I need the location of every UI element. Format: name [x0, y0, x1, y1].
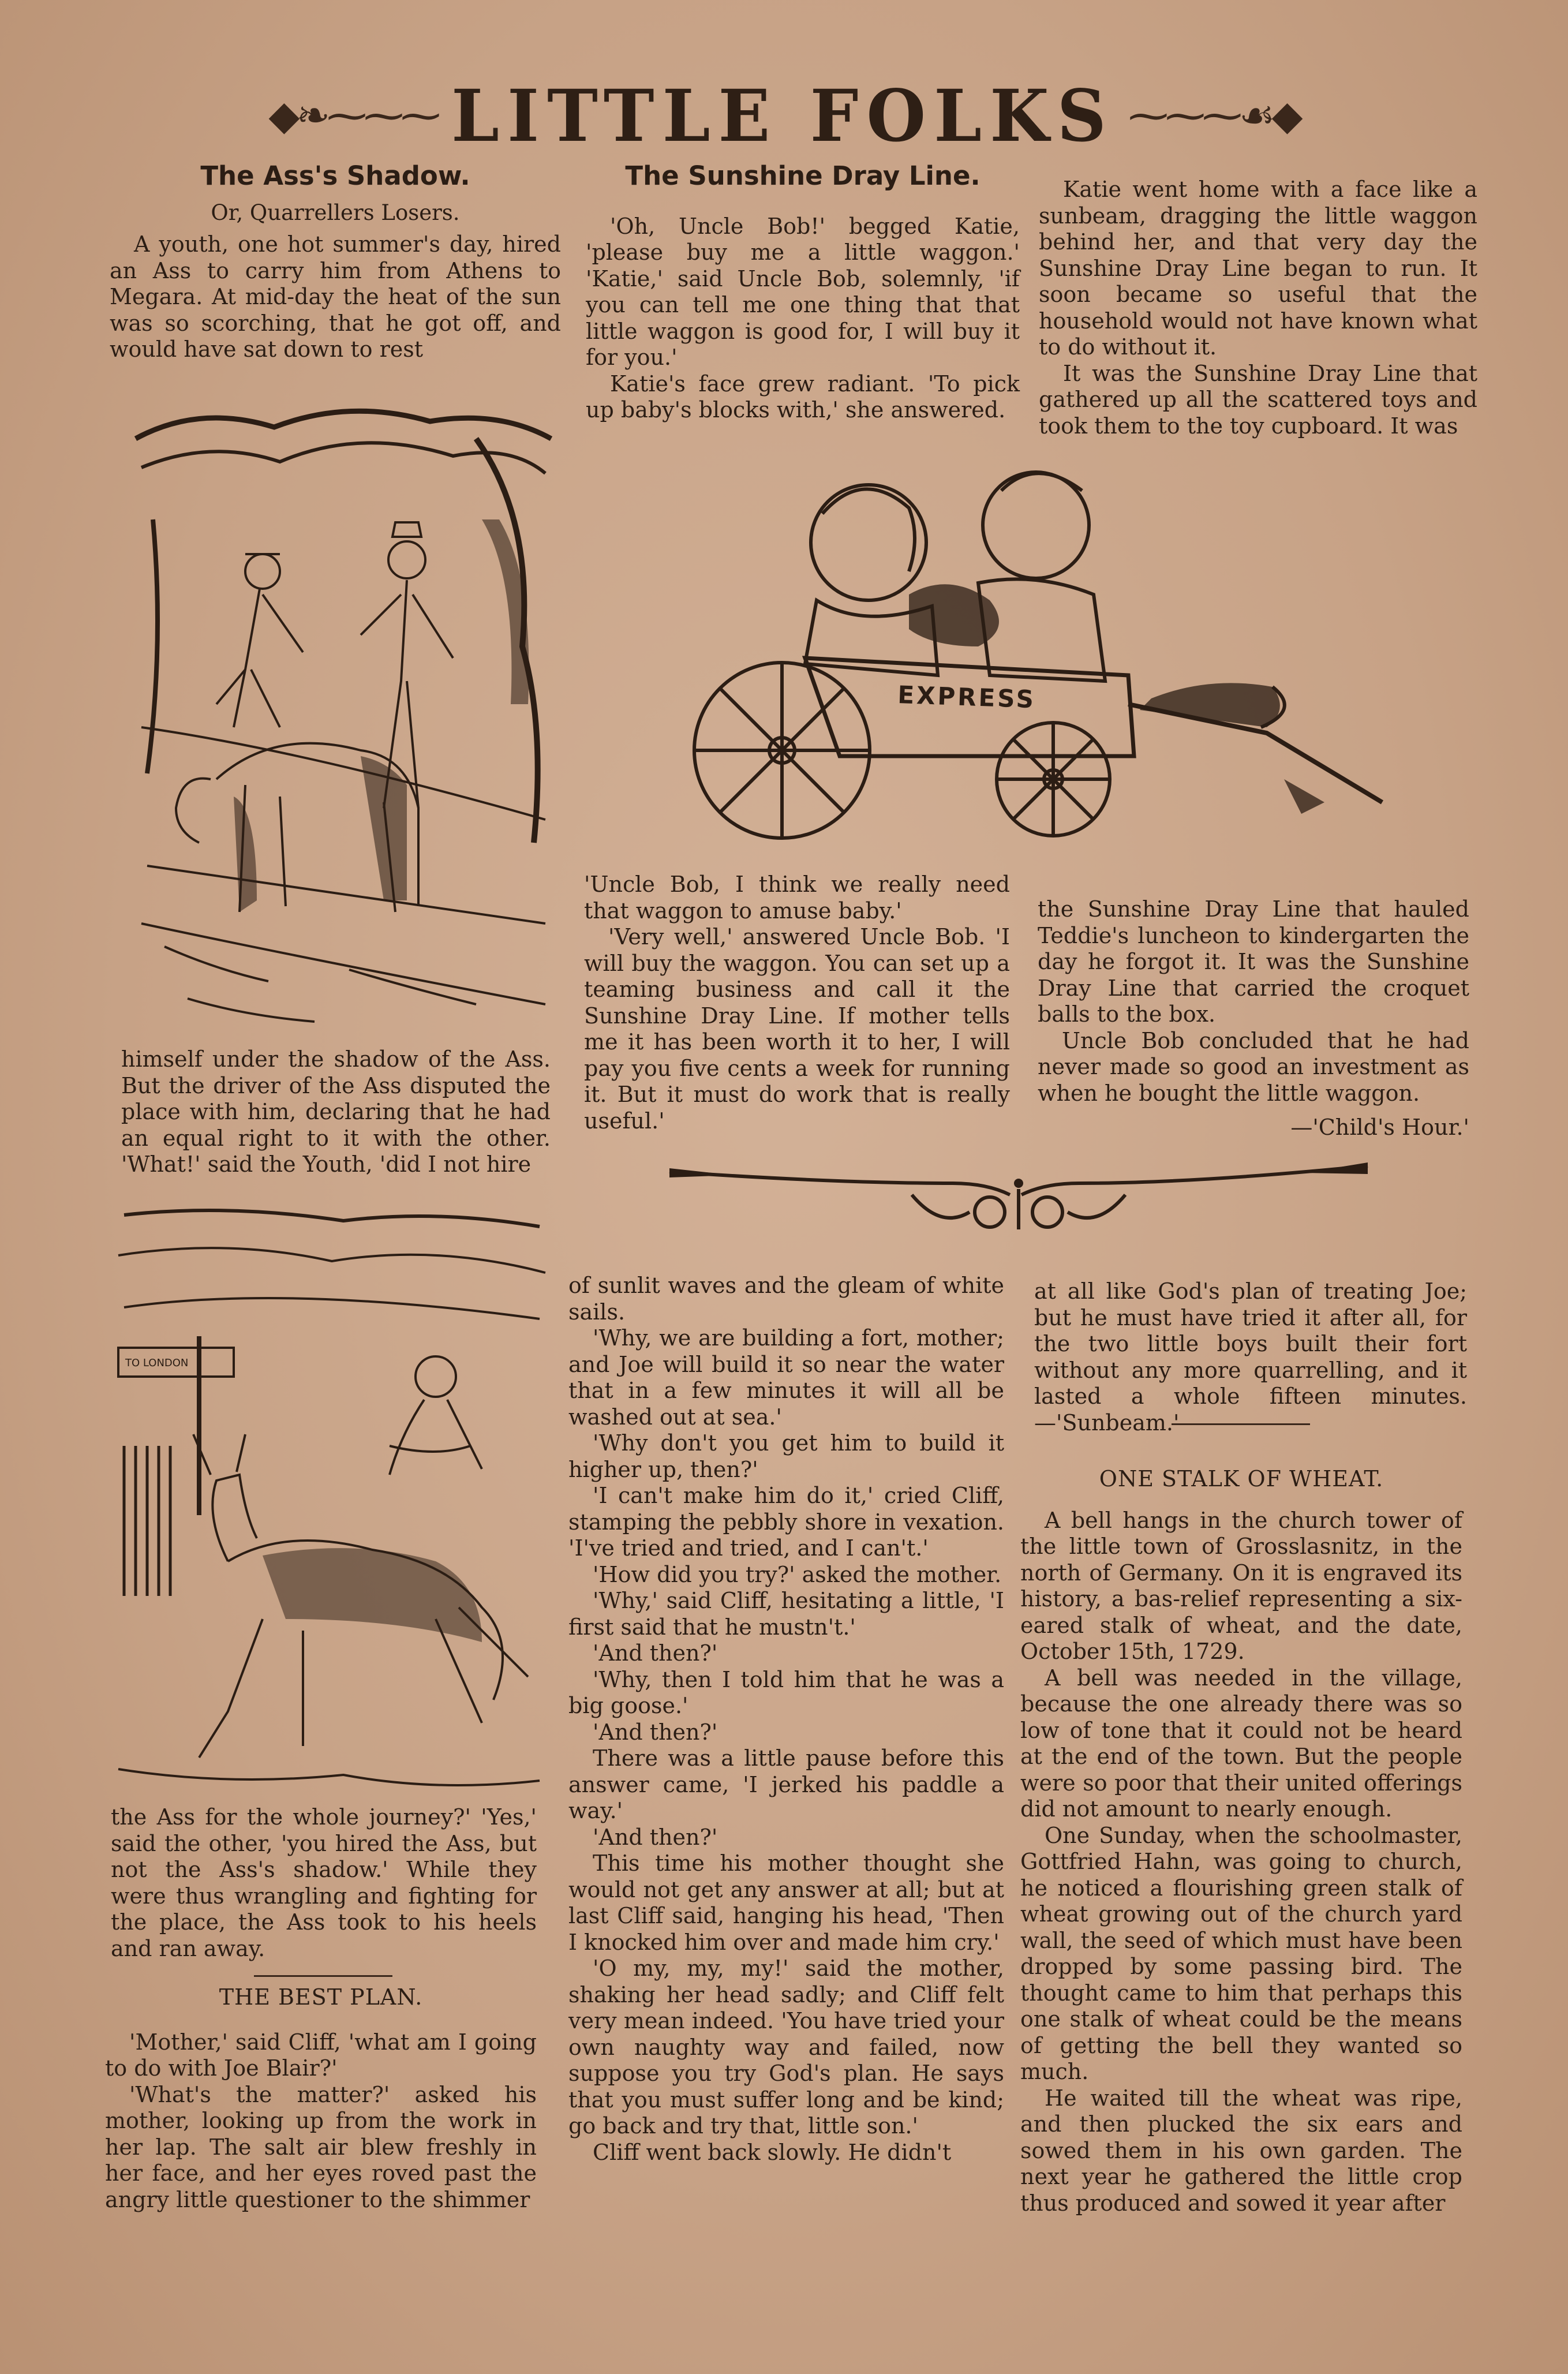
- best-plan-col2: [568, 1273, 1004, 2166]
- ass-shadow-para-1: A youth, one hot summer's day, hired an Ass to carry him from Athens to Megara. At mid-day the heat of the sun was so scorching, that he got off, and would have sat down to rest: [110, 231, 561, 362]
- best-plan-para-7: 'How did you try?' asked the mother.: [593, 1561, 1002, 1587]
- ass-shadow-top: [110, 160, 561, 363]
- wheat-para-3: One Sunday, when the schoolmaster, Gottfried Hahn, was going to church, he noticed a flourishing green stalk of wheat growing out of the church yard wall, the seed of which must have been dropped by some passing bird. The thought came to him that perhaps this one stalk of wheat could be the means of getting the bell they wanted so much.: [1020, 1822, 1462, 2084]
- wheat-para-1: A bell hangs in the church tower of the little town of Grosslasnitz, in the north of Germany. On it is engraved its history, a bas-relief representing a six-eared stalk of wheat, and the date, October 15th, 1729.: [1020, 1507, 1462, 1664]
- section-rule-col1: [254, 1975, 392, 1977]
- section-rule-col3: [1172, 1423, 1310, 1425]
- signpost-label: TO LONDON: [125, 1357, 189, 1369]
- wheat-title: ONE STALK OF WHEAT.: [1099, 1466, 1384, 1491]
- ass-shadow-bottom: [111, 1804, 537, 1962]
- sunshine-col2-top: [586, 160, 1020, 424]
- sunshine-col2-bottom: [584, 872, 1010, 1134]
- wagon-label: EXPRESS: [897, 681, 1036, 714]
- wheat-story: [1020, 1466, 1462, 2216]
- best-plan-para-12: There was a little pause before this answer came, 'I jerked his paddle a way.': [568, 1745, 1004, 1823]
- best-plan-para-1: 'Mother,' said Cliff, 'what am I going to do with Joe Blair?': [105, 2029, 537, 2081]
- sunshine-para-5: 'Uncle Bob, I think we really need that waggon to amuse baby.': [584, 872, 1010, 924]
- masthead: [0, 66, 1568, 165]
- sunshine-credit: —'Child's Hour.': [1290, 1115, 1469, 1140]
- best-plan-para-15: 'O my, my, my!' said the mother, shaking her head sadly; and Cliff felt very mean indeed. 'You have tried your own naughty way and failed, now suppose you try God's plan. He says that you must suffer long and be kind; go back and try that, little son.': [568, 1956, 1004, 2139]
- sunshine-para-7: the Sunshine Dray Line that hauled Teddie's luncheon to kindergarten the day he forgot it. It was the Sunshine Dray Line that carried the croquet balls to the box.: [1038, 896, 1469, 1027]
- masthead-right-flourish: ⁓⁓⁓☙◆: [1128, 92, 1300, 139]
- best-plan-para-13: 'And then?': [593, 1824, 718, 1850]
- best-plan-para-17: at all like God's plan of treating Joe; but he must have tried it after all, for the two little boys built their fort without any more quarrelling, and it lasted a whole fifteen minutes.—'Sunbeam.': [1034, 1278, 1467, 1435]
- sunshine-para-6: 'Very well,' answered Uncle Bob. 'I will buy the waggon. You can set up a teaming business and call it the Sunshine Dray Line. If mother tells me it has been worth it to her, I will pay you five cents a week for running it. But it must do work that is really useful.': [584, 924, 1010, 1134]
- ass-shadow-title: The Ass's Shadow.: [200, 160, 470, 191]
- sunshine-col3-top: [1039, 177, 1477, 439]
- best-plan-para-3: of sunlit waves and the gleam of white sails.: [568, 1273, 1004, 1325]
- wheat-para-4: He waited till the wheat was ripe, and then plucked the six ears and sowed them in his own garden. The next year he gathered the little crop thus produced and sowed it year after: [1020, 2085, 1462, 2216]
- masthead-title: LITTLE FOLKS: [451, 73, 1114, 158]
- ass-shadow-middle: [121, 1046, 551, 1178]
- engraving-ass-running-away: [113, 1203, 551, 1801]
- sunshine-para-8: Uncle Bob concluded that he had never made so good an investment as when he bought the little waggon.: [1038, 1027, 1469, 1106]
- sunshine-para-4: It was the Sunshine Dray Line that gathered up all the scattered toys and took them to the toy cupboard. It was: [1039, 360, 1477, 439]
- ass-shadow-para-3: the Ass for the whole journey?' 'Yes,' said the other, 'you hired the Ass, but not the Ass's shadow.' While they were thus wrangling and fighting for the place, the Ass took to his heels and ran away.: [111, 1804, 537, 1961]
- best-plan-para-5: 'Why don't you get him to build it higher up, then?': [568, 1430, 1004, 1482]
- illustration-children-in-wagon: [690, 456, 1391, 860]
- wheat-para-2: A bell was needed in the village, because the one already there was so low of tone that it could not be heard at the end of the town. But the people were so poor that their united offerings did not amount to nearly enough.: [1020, 1665, 1462, 1822]
- engraving-ass-and-travellers: [130, 404, 557, 1033]
- best-plan-para-14: This time his mother thought she would not get any answer at all; but at last Cliff said, hanging his head, 'Then I knocked him over and made him cry.': [568, 1850, 1004, 1955]
- best-plan-col1: [105, 1984, 537, 2213]
- best-plan-para-10: 'Why, then I told him that he was a big goose.': [568, 1666, 1004, 1718]
- sunshine-title: The Sunshine Dray Line.: [625, 160, 981, 191]
- sunshine-col3-bottom: [1038, 896, 1469, 1141]
- best-plan-para-8: 'Why,' said Cliff, hesitating a little, 'I first said that he mustn't.': [568, 1588, 1004, 1640]
- masthead-left-flourish: ◆❧⁓⁓⁓: [268, 92, 438, 139]
- sunshine-para-2: Katie's face grew radiant. 'To pick up baby's blocks with,' she answered.: [586, 371, 1020, 423]
- best-plan-title: THE BEST PLAN.: [219, 1984, 423, 2010]
- sunshine-para-3: Katie went home with a face like a sunbeam, dragging the little waggon behind her, and that very day the Sunshine Dray Line began to run. It soon became so useful that the household would not have known what to do without it.: [1039, 177, 1477, 360]
- best-plan-para-6: 'I can't make him do it,' cried Cliff, stamping the pebbly shore in vexation. 'I've tried and tried, and I can't.': [568, 1483, 1004, 1561]
- ass-shadow-subtitle: Or, Quarrellers Losers.: [211, 200, 460, 225]
- best-plan-para-16: Cliff went back slowly. He didn't: [593, 2139, 952, 2165]
- best-plan-para-4: 'Why, we are building a fort, mother; and Joe will build it so near the water that in a few minutes it will all be washed out at sea.': [568, 1325, 1004, 1430]
- best-plan-para-2: 'What's the matter?' asked his mother, looking up from the work in her lap. The salt air blew freshly in her face, and her eyes roved past the angry little questioner to the shimmer: [105, 2081, 537, 2212]
- best-plan-para-11: 'And then?': [593, 1719, 718, 1745]
- ass-shadow-para-2: himself under the shadow of the Ass. But the driver of the Ass disputed the place with him, declaring that he had an equal right to it with the other. 'What!' said the Youth, 'did I not hire: [121, 1046, 551, 1177]
- ornamental-divider: [664, 1149, 1374, 1241]
- sunshine-para-1: 'Oh, Uncle Bob!' begged Katie, 'please buy me a little waggon.' 'Katie,' said Uncle Bob, solemnly, 'if you can tell me one thing that that little waggon is good for, I will buy it for you.': [586, 213, 1020, 370]
- best-plan-col3: [1034, 1278, 1467, 1436]
- best-plan-para-9: 'And then?': [593, 1640, 718, 1666]
